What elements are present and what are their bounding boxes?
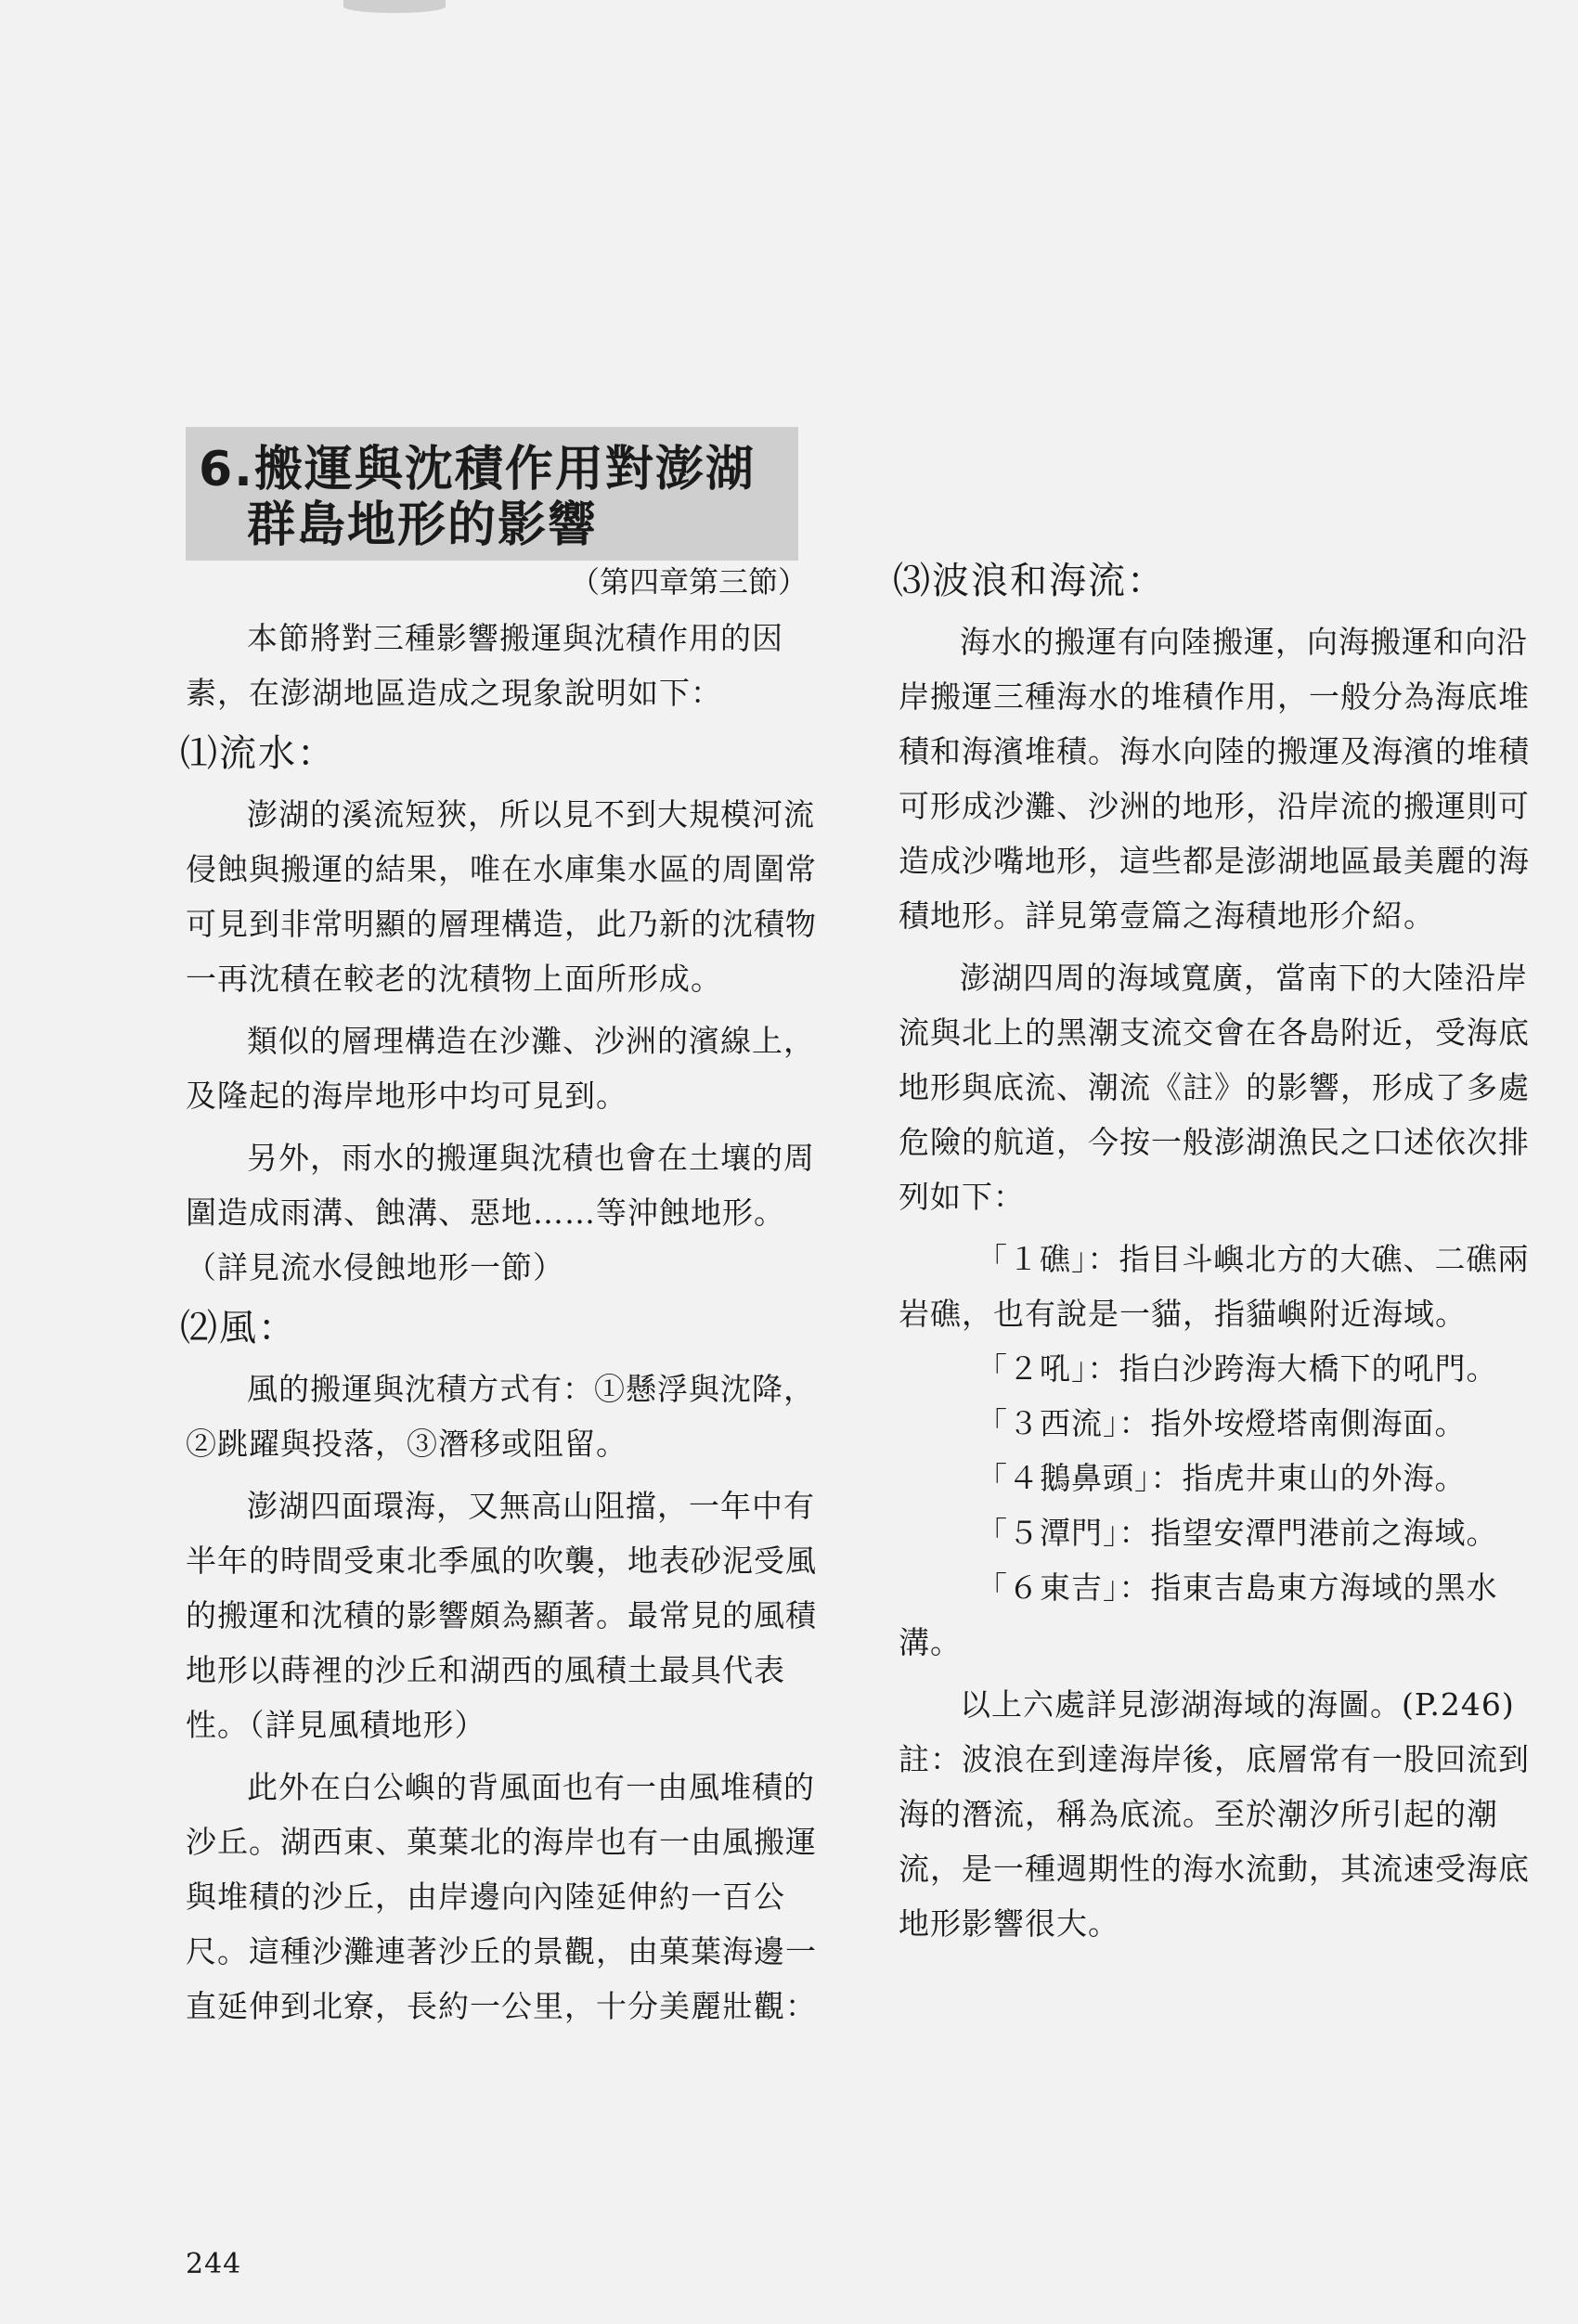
section-title-box <box>186 427 798 561</box>
list-item: 「３西流」：指外垵燈塔南側海面。 <box>977 1405 1467 1441</box>
closing-sentence: 以上六處詳見澎湖海域的海圖。(P.246) <box>960 1686 1515 1723</box>
right-column <box>893 548 1539 1951</box>
section-title-line-1: 6.搬運與沈積作用對澎湖 <box>199 442 756 497</box>
left-column <box>180 427 817 2034</box>
list-item: 「２吼」：指白沙跨海大橋下的吼門。 <box>977 1350 1498 1387</box>
list-item: 「６東吉」：指東吉島東方海域的黑水溝。 <box>899 1569 1498 1660</box>
wind-paragraph-2: 澎湖四面環海，又無高山阻擋，一年中有半年的時間受東北季風的吹襲，地表砂泥受風的搬運和沈積的影響頗為顯著。最常見的風積地形以蒔裡的沙丘和湖西的風積土最具代表性。（詳見風積地形） <box>186 1488 817 1743</box>
running-water-paragraph-1: 澎湖的溪流短狹，所以見不到大規模河流侵蝕與搬運的結果，唯在水庫集水區的周圍常可見到非常明顯的層理構造，此乃新的沈積物一再沈積在較老的沈積物上面所形成。 <box>186 796 817 997</box>
list-item: 「５潭門」：指望安潭門港前之海域。 <box>977 1515 1498 1551</box>
heading-wind: ⑵風： <box>180 1307 297 1349</box>
danger-zone-list <box>899 1232 1539 1670</box>
scan-smudge <box>343 0 446 13</box>
running-water-paragraph-3: 另外，雨水的搬運與沈積也會在土壤的周圍造成雨溝、蝕溝、惡地……等沖蝕地形。（詳見流水侵蝕地形一節） <box>186 1140 815 1285</box>
footnote: 註：波浪在到達海岸後，底層常有一股回流到海的潛流，稱為底流。至於潮汐所引起的潮流，是一種週期性的海水流動，其流速受海底地形影響很大。 <box>899 1741 1530 1942</box>
running-water-paragraph-2: 類似的層理構造在沙灘、沙洲的濱線上，及隆起的海岸地形中均可見到。 <box>186 1023 815 1114</box>
wind-paragraph-1: 風的搬運與沈積方式有：①懸浮與沈降，②跳躍與投落，③潛移或阻留。 <box>186 1371 815 1462</box>
list-item: 「４鵝鼻頭」：指虎井東山的外海。 <box>977 1460 1467 1496</box>
wind-paragraph-3: 此外在白公嶼的背風面也有一由風堆積的沙丘。湖西東、菓葉北的海岸也有一由風搬運與堆積的沙丘，由岸邊向內陸延伸約一百公尺。這種沙灘連著沙丘的景觀，由菓葉海邊一直延伸到北寮，長約一公里，十分美麗壯觀： <box>186 1769 817 2024</box>
list-item: 「１礁」：指目斗嶼北方的大礁、二礁兩岩礁，也有說是一貓，指貓嶼附近海域。 <box>899 1241 1530 1332</box>
heading-waves-currents: ⑶波浪和海流： <box>893 560 1166 602</box>
intro-paragraph: 本節將對三種影響搬運與沈積作用的因素，在澎湖地區造成之現象說明如下： <box>186 620 783 711</box>
heading-running-water: ⑴流水： <box>180 732 336 775</box>
chapter-reference: （第四章第三節） <box>569 564 808 600</box>
section-title-line-2: 群島地形的影響 <box>247 497 599 553</box>
page-number: 244 <box>186 2248 242 2280</box>
waves-paragraph-1: 海水的搬運有向陸搬運，向海搬運和向沿岸搬運三種海水的堆積作用，一般分為海底堆積和海濱堆積。海水向陸的搬運及海濱的堆積可形成沙灘、沙洲的地形，沿岸流的搬運則可造成沙嘴地形，這些都是澎湖地區最美麗的海積地形。詳見第壹篇之海積地形介紹。 <box>899 624 1530 934</box>
waves-paragraph-2: 澎湖四周的海域寬廣，當南下的大陸沿岸流與北上的黑潮支流交會在各島附近，受海底地形與底流、潮流《註》的影響，形成了多處危險的航道，今按一般澎湖漁民之口述依次排列如下： <box>899 960 1530 1215</box>
